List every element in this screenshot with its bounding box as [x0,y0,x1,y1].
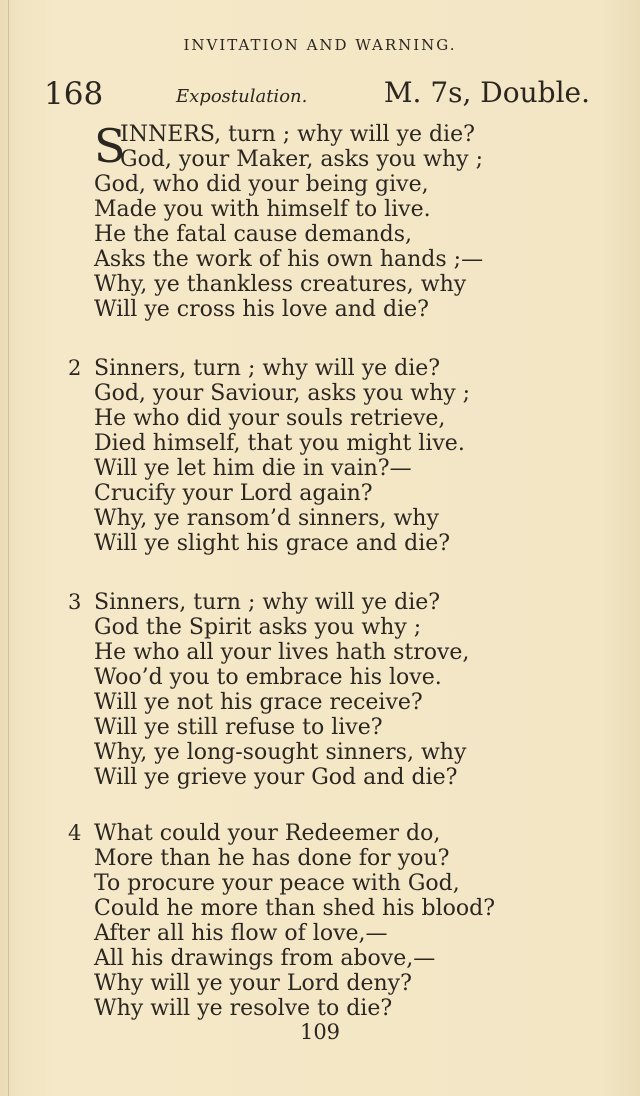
verse-line: To procure your peace with God, [94,871,460,896]
verse-line: Asks the work of his own hands ;— [94,247,484,272]
verse-line: Will ye not his grace receive? [94,690,423,715]
hymn-meter: M. 7s, Double. [383,76,590,109]
stanza-2 [68,356,614,556]
verse-line: Why, ye ransom’d sinners, why [94,506,439,531]
verse-line: God the Spirit asks you why ; [94,615,422,640]
verse-line: God, who did your being give, [94,172,429,197]
verse-line: God, your Saviour, asks you why ; [94,381,471,406]
verse-line: He who did your souls retrieve, [94,406,446,431]
stanza-number: 3 [68,590,82,614]
verse-line: What could your Redeemer do, [94,821,441,846]
hymn-title: Expostulation. [176,86,308,107]
page-number: 109 [299,1020,341,1044]
verse-line: Why, ye thankless creatures, why [94,272,467,297]
verse-line: Could he more than shed his blood? [94,896,495,921]
stanza-4 [68,821,614,1021]
stanza-number: 2 [68,356,82,380]
verse-line: Why will ye resolve to die? [94,996,393,1021]
verse-line: He who all your lives hath strove, [94,640,470,665]
verse-line: After all his flow of love,— [94,921,388,946]
verse-line: Will ye cross his love and die? [94,297,429,322]
verse-line: Woo’d you to embrace his love. [94,665,442,690]
verse-line: Will ye let him die in vain?— [94,456,412,481]
verse-line: Why will ye your Lord deny? [94,971,412,996]
verse-line: INNERS, turn ; why will ye die? [120,122,475,147]
verse-line: All his drawings from above,— [94,946,436,971]
verse-line: Crucify your Lord again? [94,481,373,506]
stanza-1 [94,119,614,322]
stanza-3 [68,590,614,790]
verse-line: More than he has done for you? [94,846,450,871]
page-edge-line [8,0,9,1096]
verse-line: Sinners, turn ; why will ye die? [94,590,441,615]
verse-line: Why, ye long-sought sinners, why [94,740,467,765]
verse-line: Will ye slight his grace and die? [94,531,451,556]
verse-line: Made you with himself to live. [94,197,431,222]
verse-line: Will ye still refuse to live? [94,715,383,740]
verse-line: Will ye grieve your God and die? [94,765,458,790]
verse-line: Died himself, that you might live. [94,431,465,456]
verse-line: God, your Maker, asks you why ; [120,147,484,172]
verse-line: He the fatal cause demands, [94,222,412,247]
drop-cap: S [94,119,126,173]
running-head: INVITATION AND WARNING. [183,36,457,54]
verse-line: Sinners, turn ; why will ye die? [94,356,441,381]
stanza-number: 4 [68,821,82,845]
hymn-number: 168 [44,76,104,112]
